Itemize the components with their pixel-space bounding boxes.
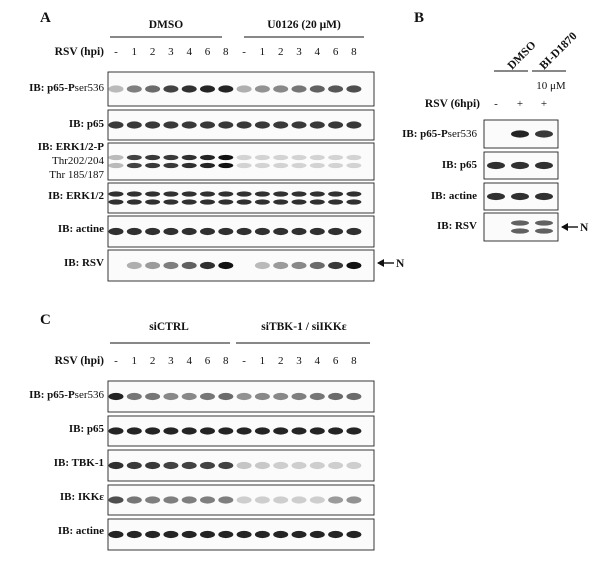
blot-band <box>255 228 270 235</box>
lane-label: 1 <box>131 355 138 367</box>
blot-band <box>200 228 215 235</box>
blot-band <box>292 427 307 434</box>
blot-band <box>255 262 270 269</box>
lane-label: 3 <box>168 355 174 367</box>
blot-band <box>346 121 361 128</box>
lane-label: 1 <box>259 355 266 367</box>
blot-band <box>218 262 233 269</box>
blot-band <box>218 496 233 503</box>
blot-band <box>109 393 124 400</box>
panel-a-row-label-erk: IB: ERK1/2 <box>48 190 104 202</box>
panel-a-row-label-p65p-site: ser536 <box>74 82 104 94</box>
blot-band <box>237 155 252 160</box>
blot-band <box>200 85 215 92</box>
lane-label: 3 <box>296 355 302 367</box>
blot-band <box>328 262 343 269</box>
blot-band <box>200 155 215 160</box>
blot-band <box>255 155 270 160</box>
panel-b-arrow-label: N <box>580 222 589 234</box>
blot-band <box>328 496 343 503</box>
panel-c-lane-labels <box>114 355 357 367</box>
blot-band <box>310 228 325 235</box>
blot-band <box>310 121 325 128</box>
blot-band <box>255 121 270 128</box>
blot-band <box>145 427 160 434</box>
panel-b-arrow-n <box>561 222 589 234</box>
blot-band <box>163 85 178 92</box>
blot-band <box>273 496 288 503</box>
blot-band <box>182 427 197 434</box>
panel-c-group-sitbk: siTBK-1 / siIKKε <box>261 321 347 333</box>
panel-b-concentration: 10 μM <box>536 80 566 92</box>
blot-band <box>273 191 288 196</box>
blot-band <box>346 462 361 469</box>
blot-band <box>145 85 160 92</box>
blot-band <box>218 462 233 469</box>
panel-a-group-u0126: U0126 (20 μM) <box>267 19 341 31</box>
blot-band <box>163 262 178 269</box>
blot-band <box>328 427 343 434</box>
panel-b-axis-label: RSV (6hpi) <box>424 98 480 110</box>
panel-c-axis-label: RSV (hpi) <box>54 355 104 367</box>
blot-band <box>109 228 124 235</box>
blot-band <box>218 155 233 160</box>
blot-band <box>218 191 233 196</box>
blot-band <box>182 191 197 196</box>
blot-band <box>535 220 553 225</box>
lane-label: 6 <box>332 355 339 367</box>
blot-band <box>346 199 361 204</box>
blot-band <box>200 191 215 196</box>
blot-band <box>328 163 343 168</box>
blot-band <box>328 393 343 400</box>
blot-band <box>182 121 197 128</box>
blot-band <box>292 155 307 160</box>
blot-band <box>292 262 307 269</box>
lane-label: 1 <box>131 46 138 58</box>
blot-band <box>292 199 307 204</box>
panel-a-arrow-head <box>377 259 384 267</box>
blot-band <box>145 393 160 400</box>
blot-band <box>109 462 124 469</box>
blot-band <box>310 393 325 400</box>
blot-band <box>255 531 270 538</box>
panel-b-row-label-actine: IB: actine <box>430 190 477 202</box>
blot-band <box>511 220 529 225</box>
lane-label: 1 <box>259 46 266 58</box>
lane-label: 6 <box>332 46 339 58</box>
blot-band <box>237 427 252 434</box>
blot-band <box>182 163 197 168</box>
blot-band <box>200 163 215 168</box>
blot-band <box>237 121 252 128</box>
blot-band <box>511 130 529 137</box>
blot-band <box>200 462 215 469</box>
blot-band <box>182 496 197 503</box>
blot-band <box>255 191 270 196</box>
panel-b-row-label-p65p-site: ser536 <box>447 128 477 140</box>
blot-band <box>145 496 160 503</box>
blot-band <box>273 462 288 469</box>
blot-band <box>109 163 124 168</box>
blot-band <box>109 199 124 204</box>
panel-a-row-label-p65: IB: p65 <box>68 118 104 130</box>
blot-band <box>218 163 233 168</box>
blot-band <box>310 531 325 538</box>
blot-band <box>182 85 197 92</box>
panel-b-row-label-p65p <box>402 128 477 140</box>
blot-band <box>145 262 160 269</box>
lane-label: - <box>114 355 118 367</box>
blot-band <box>511 162 529 169</box>
blot-band <box>109 121 124 128</box>
lane-label: 8 <box>223 46 229 58</box>
blot-band <box>273 531 288 538</box>
blot-band <box>200 199 215 204</box>
blot-band <box>163 531 178 538</box>
blot-band <box>255 199 270 204</box>
lane-label: 4 <box>186 46 192 58</box>
lane-label: 3 <box>168 46 174 58</box>
blot-band <box>145 191 160 196</box>
panel-a-row-label-p65p <box>29 82 104 94</box>
blot-band <box>511 193 529 200</box>
panel-b-row-label-p65: IB: p65 <box>441 159 477 171</box>
panel-a-group-dmso: DMSO <box>148 19 184 31</box>
blot-band <box>328 85 343 92</box>
panel-a-row-label-rsv: IB: RSV <box>63 257 104 269</box>
blot-band <box>127 199 142 204</box>
blot-band <box>145 163 160 168</box>
panel-b <box>402 10 589 241</box>
blot-band <box>109 427 124 434</box>
blot-band <box>182 262 197 269</box>
lane-label: 8 <box>223 355 229 367</box>
blot-band <box>346 163 361 168</box>
blot-band <box>310 191 325 196</box>
blot-band <box>127 496 142 503</box>
blot-band <box>237 191 252 196</box>
blot-band <box>237 85 252 92</box>
panel-a-arrow-label: N <box>396 258 405 270</box>
panel-a-row-label-erkp-site-1: Thr202/204 <box>52 155 104 167</box>
blot-band <box>109 496 124 503</box>
panel-b-blot-rsv <box>484 213 558 241</box>
blot-band <box>127 191 142 196</box>
blot-band <box>292 531 307 538</box>
blot-band <box>328 199 343 204</box>
blot-band <box>127 155 142 160</box>
blot-band <box>292 228 307 235</box>
blot-band <box>273 199 288 204</box>
blot-band <box>109 531 124 538</box>
blot-band <box>200 496 215 503</box>
blot-band <box>346 85 361 92</box>
blot-band <box>127 462 142 469</box>
blot-band <box>346 393 361 400</box>
blot-band <box>145 199 160 204</box>
panel-b-lane-labels <box>494 98 547 110</box>
panel-c-row-label-p65p <box>29 389 104 401</box>
blot-band <box>127 393 142 400</box>
panel-a <box>29 10 405 281</box>
blot-band <box>273 262 288 269</box>
blot-band <box>127 85 142 92</box>
blot-band <box>163 393 178 400</box>
panel-a-row-label-erkp: IB: ERK1/2-P <box>37 141 104 153</box>
blot-band <box>310 496 325 503</box>
blot-band <box>328 228 343 235</box>
blot-band <box>328 155 343 160</box>
blot-band <box>237 163 252 168</box>
blot-band <box>109 191 124 196</box>
panel-c-row-label-p65: IB: p65 <box>68 423 104 435</box>
blot-band <box>255 496 270 503</box>
blot-band <box>145 121 160 128</box>
blot-band <box>127 228 142 235</box>
panel-b-row-label-p65p-bold: IB: p65-P <box>402 128 448 140</box>
panel-a-letter: A <box>40 10 51 26</box>
blot-band <box>163 163 178 168</box>
lane-label: + <box>516 98 524 110</box>
blot-band <box>273 85 288 92</box>
blot-band <box>292 393 307 400</box>
blot-band <box>346 228 361 235</box>
blot-band <box>163 462 178 469</box>
lane-label: 4 <box>314 46 321 58</box>
panel-c-row-label-p65p-bold: IB: p65-P <box>29 389 75 401</box>
blot-band <box>511 228 529 233</box>
blot-band <box>237 531 252 538</box>
lane-label: 2 <box>149 46 156 58</box>
blot-band <box>310 462 325 469</box>
panel-a-blot-erkp <box>108 143 374 180</box>
lane-label: 4 <box>186 355 192 367</box>
blot-band <box>109 85 124 92</box>
lane-label: 3 <box>296 46 302 58</box>
blot-band <box>218 531 233 538</box>
blot-band <box>145 155 160 160</box>
blot-band <box>237 228 252 235</box>
blot-band <box>237 462 252 469</box>
blot-band <box>346 427 361 434</box>
blot-band <box>255 85 270 92</box>
blot-band <box>273 163 288 168</box>
blot-band <box>182 228 197 235</box>
blot-band <box>182 462 197 469</box>
lane-label: 4 <box>314 355 321 367</box>
panel-c-row-label-ikke: IB: IKKε <box>59 491 104 503</box>
blot-band <box>163 427 178 434</box>
blot-band <box>346 531 361 538</box>
panel-c <box>29 312 374 550</box>
blot-band <box>292 191 307 196</box>
blot-band <box>292 121 307 128</box>
blot-band <box>310 155 325 160</box>
blot-band <box>218 199 233 204</box>
lane-label: - <box>242 355 246 367</box>
lane-label: 8 <box>351 46 357 58</box>
blot-band <box>273 121 288 128</box>
blot-band <box>218 427 233 434</box>
blot-band <box>109 155 124 160</box>
panel-a-lane-labels <box>114 46 357 58</box>
panel-b-arrow-head <box>561 223 568 231</box>
panel-b-letter: B <box>414 10 425 26</box>
blot-band <box>346 496 361 503</box>
blot-band <box>273 155 288 160</box>
blot-band <box>310 163 325 168</box>
blot-band <box>163 191 178 196</box>
lane-label: 6 <box>204 46 211 58</box>
blot-band <box>145 531 160 538</box>
panel-a-row-label-erkp-site-2: Thr 185/187 <box>49 169 104 181</box>
blot-band <box>328 531 343 538</box>
blot-band <box>163 228 178 235</box>
blot-band <box>273 427 288 434</box>
blot-band <box>328 191 343 196</box>
blot-band <box>182 155 197 160</box>
panel-a-blots <box>108 72 374 281</box>
panel-c-group-sictrl: siCTRL <box>149 321 189 333</box>
lane-label: - <box>114 46 118 58</box>
blot-band <box>487 162 505 169</box>
blot-band <box>163 496 178 503</box>
panel-a-arrow-n <box>377 258 405 270</box>
blot-band <box>127 163 142 168</box>
blot-band <box>200 531 215 538</box>
panel-c-row-label-p65p-site: ser536 <box>74 389 104 401</box>
blot-band <box>237 393 252 400</box>
blot-band <box>127 121 142 128</box>
blot-band <box>292 163 307 168</box>
blot-band <box>535 130 553 137</box>
panel-a-blot-erk <box>108 183 374 213</box>
blot-band <box>200 262 215 269</box>
blot-band <box>535 228 553 233</box>
blot-band <box>328 121 343 128</box>
panel-a-row-label-p65p-bold: IB: p65-P <box>29 82 75 94</box>
blot-band <box>535 193 553 200</box>
blot-band <box>163 121 178 128</box>
blot-band <box>218 85 233 92</box>
blot-band <box>182 531 197 538</box>
blot-band <box>127 427 142 434</box>
blot-band <box>163 199 178 204</box>
blot-band <box>273 228 288 235</box>
panel-a-axis-label: RSV (hpi) <box>54 46 104 58</box>
blot-band <box>200 121 215 128</box>
blot-band <box>535 162 553 169</box>
panel-c-row-label-actine: IB: actine <box>57 525 104 537</box>
blot-band <box>273 393 288 400</box>
blot-band <box>182 393 197 400</box>
panel-c-letter: C <box>40 312 51 328</box>
lane-label: 2 <box>149 355 156 367</box>
blot-band <box>292 496 307 503</box>
blot-band <box>200 427 215 434</box>
blot-band <box>255 427 270 434</box>
lane-label: - <box>242 46 246 58</box>
lane-label: 2 <box>277 355 284 367</box>
blot-band <box>346 262 361 269</box>
blot-band <box>310 85 325 92</box>
blot-band <box>127 262 142 269</box>
blot-band <box>200 393 215 400</box>
blot-band <box>487 193 505 200</box>
blot-band <box>163 155 178 160</box>
blot-band <box>237 199 252 204</box>
blot-band <box>255 462 270 469</box>
panel-c-row-label-tbk1: IB: TBK-1 <box>53 457 104 469</box>
blot-band <box>292 462 307 469</box>
blot-band <box>237 496 252 503</box>
blot-band <box>346 155 361 160</box>
blot-band <box>255 163 270 168</box>
blot-band <box>127 531 142 538</box>
blot-band <box>310 199 325 204</box>
blot-band <box>145 462 160 469</box>
panel-b-group-dmso: DMSO <box>505 39 539 73</box>
blot-band <box>310 262 325 269</box>
panel-a-row-label-actine: IB: actine <box>57 223 104 235</box>
lane-label: - <box>494 98 498 110</box>
lane-label: 8 <box>351 355 357 367</box>
panel-b-group-bid1870: BI-D1870 <box>537 30 580 73</box>
blot-band <box>328 462 343 469</box>
blot-band <box>346 191 361 196</box>
blot-band <box>218 228 233 235</box>
blot-band <box>310 427 325 434</box>
blot-band <box>145 228 160 235</box>
blot-band <box>255 393 270 400</box>
blot-band <box>292 85 307 92</box>
blot-band <box>218 121 233 128</box>
blot-band <box>218 393 233 400</box>
panel-b-row-label-rsv: IB: RSV <box>436 220 477 232</box>
blot-band <box>182 199 197 204</box>
lane-label: 2 <box>277 46 284 58</box>
lane-label: 6 <box>204 355 211 367</box>
lane-label: + <box>540 98 548 110</box>
